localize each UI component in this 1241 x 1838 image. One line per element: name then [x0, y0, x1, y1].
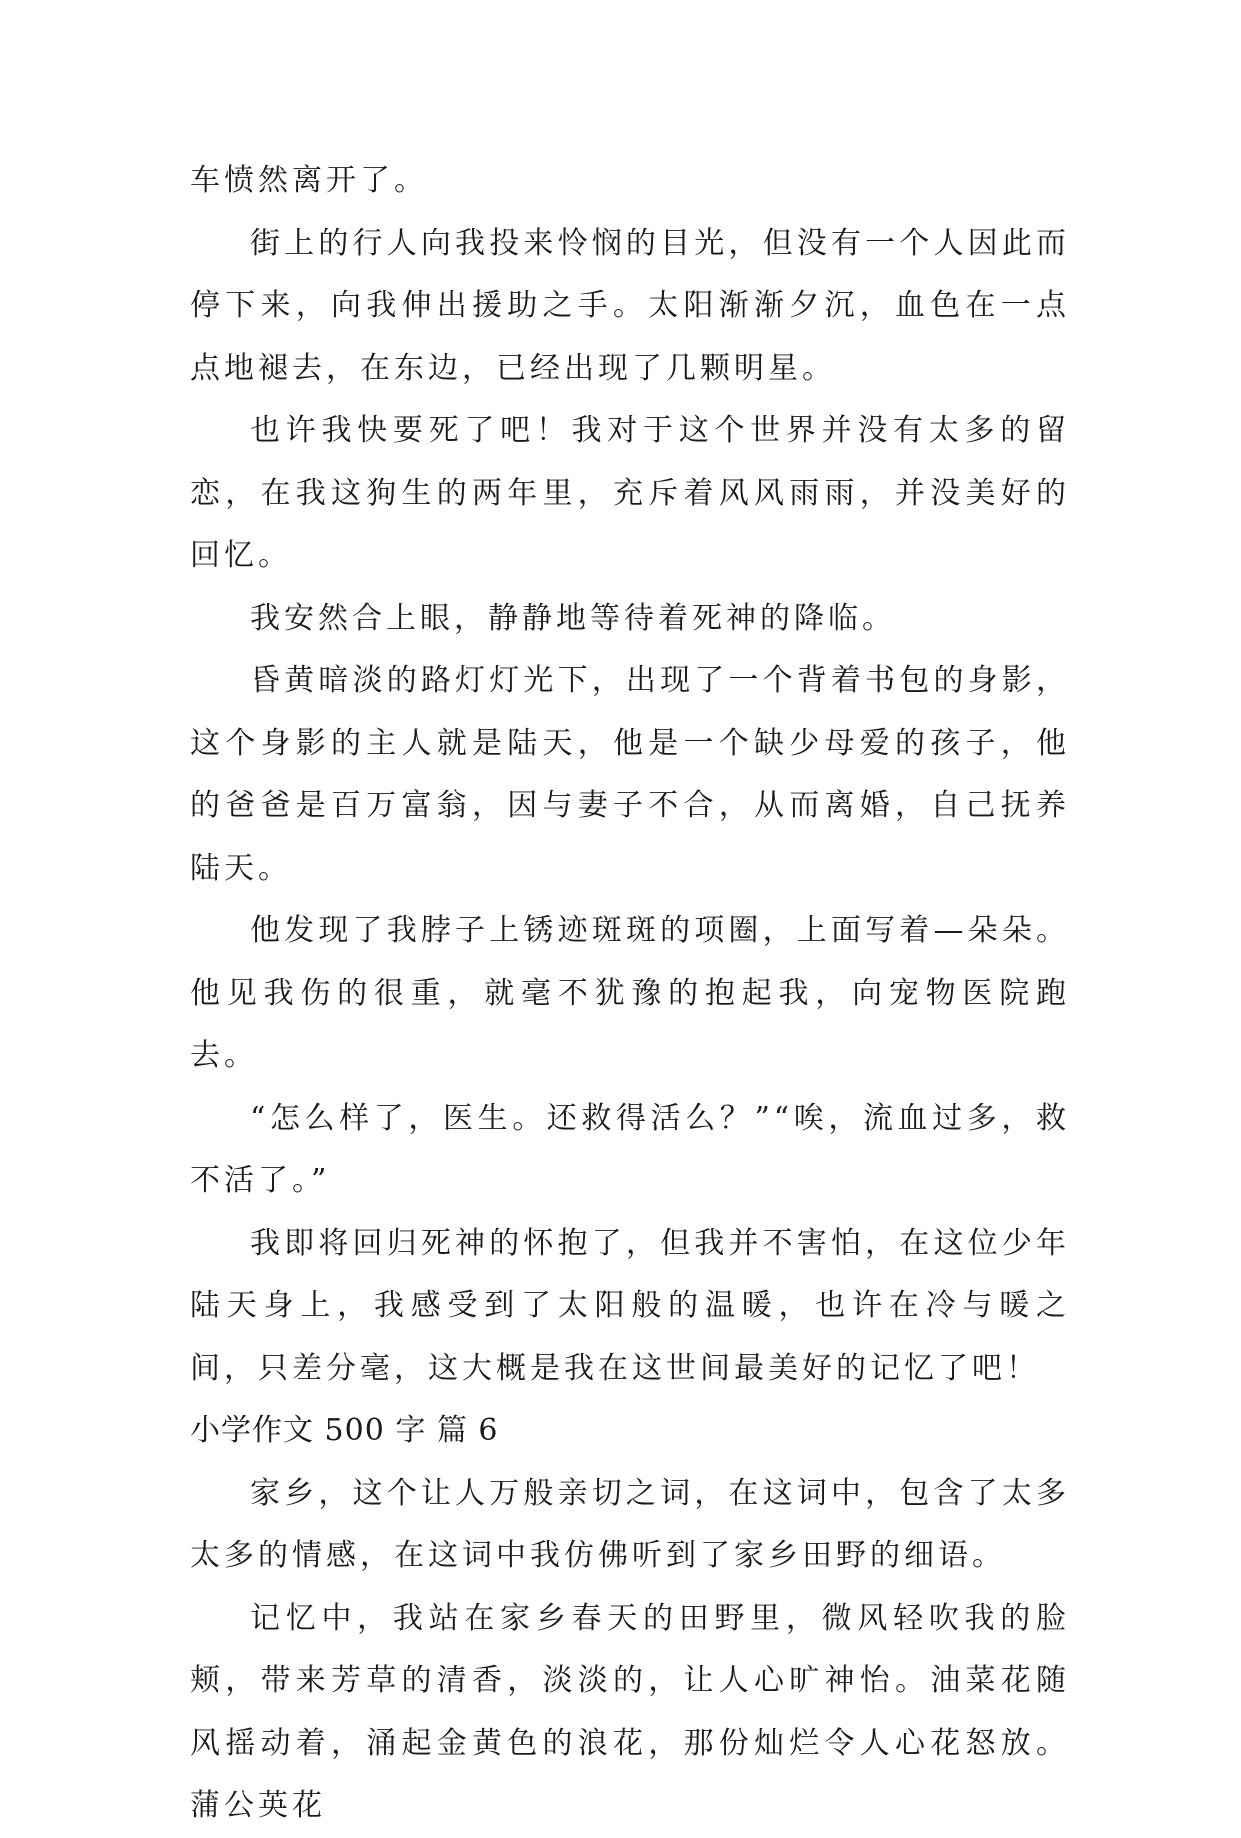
paragraph-1: 车愤然离开了。 — [190, 163, 428, 198]
paragraph-4: 我安然合上眼，静静地等待着死神的降临。 — [250, 600, 896, 636]
paragraph-2: 街上的行人向我投来怜悯的目光，但没有一个人因此而停下来，向我伸出援助之手。太阳渐渐夕沉，血色在一点点地褪去，在东边，已经出现了几颗明星。 — [190, 225, 1070, 386]
paragraph-7: “怎么样了，医生。还救得活么？”“唉，流血过多，救不活了。” — [190, 1100, 1070, 1198]
document-body — [190, 150, 1070, 1838]
paragraph-6: 他发现了我脖子上锈迹斑斑的项圈，上面写着—朵朵。他见我伤的很重，就毫不犹豫的抱起我，向宠物医院跑去。 — [190, 913, 1070, 1073]
paragraph-8: 我即将回归死神的怀抱了，但我并不害怕，在这位少年陆天身上，我感受到了太阳般的温暖，也许在冷与暖之间，只差分毫，这大概是我在这世间最美好的记忆了吧！ — [190, 1225, 1070, 1386]
paragraph-10: 记忆中，我站在家乡春天的田野里，微风轻吹我的脸颊，带来芳草的清香，淡淡的，让人心旷神怡。油菜花随风摇动着，涌起金黄色的浪花，那份灿烂令人心花怒放。蒲公英花 — [190, 1600, 1070, 1823]
paragraph-5: 昏黄暗淡的路灯灯光下，出现了一个背着书包的身影，这个身影的主人就是陆天，他是一个缺少母爱的孩子，他的爸爸是百万富翁，因与妻子不合，从而离婚，自己抚养陆天。 — [190, 663, 1070, 886]
paragraph-9: 家乡，这个让人万般亲切之词，在这词中，包含了太多太多的情感，在这词中我仿佛听到了家乡田野的细语。 — [190, 1475, 1070, 1573]
section-heading: 小学作文 500 字 篇 6 — [190, 1413, 499, 1448]
paragraph-3: 也许我快要死了吧！我对于这个世界并没有太多的留恋，在我这狗生的两年里，充斥着风风雨雨，并没美好的回忆。 — [190, 413, 1070, 573]
